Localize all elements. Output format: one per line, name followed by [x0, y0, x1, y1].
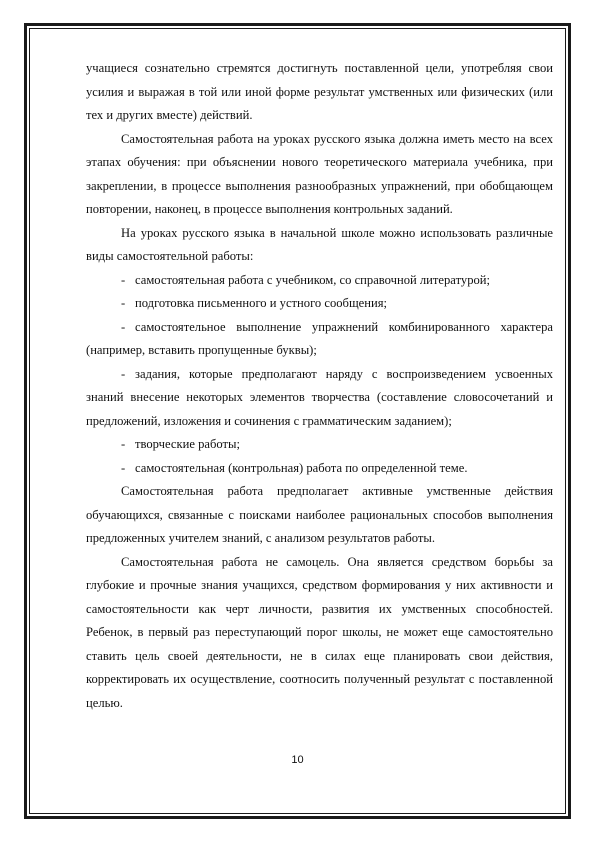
- list-marker: -: [121, 319, 126, 334]
- list-item-text: самостоятельная работа с учебником, со справочной литературой;: [135, 272, 491, 287]
- list-marker: -: [121, 272, 126, 287]
- list-item: [86, 457, 553, 481]
- paragraph: На уроках русского языка в начальной школе можно использовать различные виды самостоятельной работы:: [86, 225, 553, 263]
- list-item-text: самостоятельная (контрольная) работа по определенной теме.: [135, 460, 468, 475]
- list-item-text: самостоятельное выполнение упражнений комбинированного характера (например, вставить пропущенные буквы);: [86, 319, 553, 357]
- paragraph: Самостоятельная работа на уроках русского языка должна иметь место на всех этапах обучения: при объяснении нового теоретического материала учебника, при закреплении, в процессе выполнения разнообразных упражнений, при обобщающем повторении, наконец, в процессе выполнения контрольных заданий.: [86, 131, 553, 216]
- document-body: [86, 57, 553, 715]
- list-item-text: задания, которые предполагают наряду с воспроизведением усвоенных знаний внесение некоторых элементов творчества (составление словосочетаний и предложений, изложения и сочинения с грамматическим заданием);: [86, 366, 553, 428]
- list-item: [86, 316, 553, 363]
- paragraph: Самостоятельная работа предполагает активные умственные действия обучающихся, связанные с поисками наиболее рациональных способов выполнения предложенных учителем знаний, с анализом результатов работы.: [86, 484, 553, 545]
- list-marker: -: [121, 296, 126, 310]
- page-number: 10: [291, 754, 304, 766]
- list-item-text: творческие работы;: [135, 437, 240, 451]
- list-item: [86, 269, 553, 293]
- list-marker: -: [121, 366, 126, 381]
- list-item-text: подготовка письменного и устного сообщения;: [135, 296, 388, 310]
- list-marker: -: [121, 437, 126, 451]
- paragraph: Самостоятельная работа не самоцель. Она является средством борьбы за глубокие и прочные знания учащихся, средством формирования у них активности и самостоятельности как черт личности, развития их умственных способностей. Ребенок, в первый раз переступающий порог школы, не может еще самостоятельно ставить цель своей деятельности, не в силах еще планировать свои действия, корректировать их осуществление, соотносить полученный результат с поставленной целью.: [86, 554, 553, 710]
- list-marker: -: [121, 460, 126, 475]
- list-item: [86, 292, 553, 316]
- paragraph: учащиеся сознательно стремятся достигнуть поставленной цели, употребляя свои усилия и выражая в той или иной форме результат умственных или физических (или тех и других вместе) действий.: [86, 61, 553, 122]
- list-item: [86, 433, 553, 457]
- list-item: [86, 363, 553, 434]
